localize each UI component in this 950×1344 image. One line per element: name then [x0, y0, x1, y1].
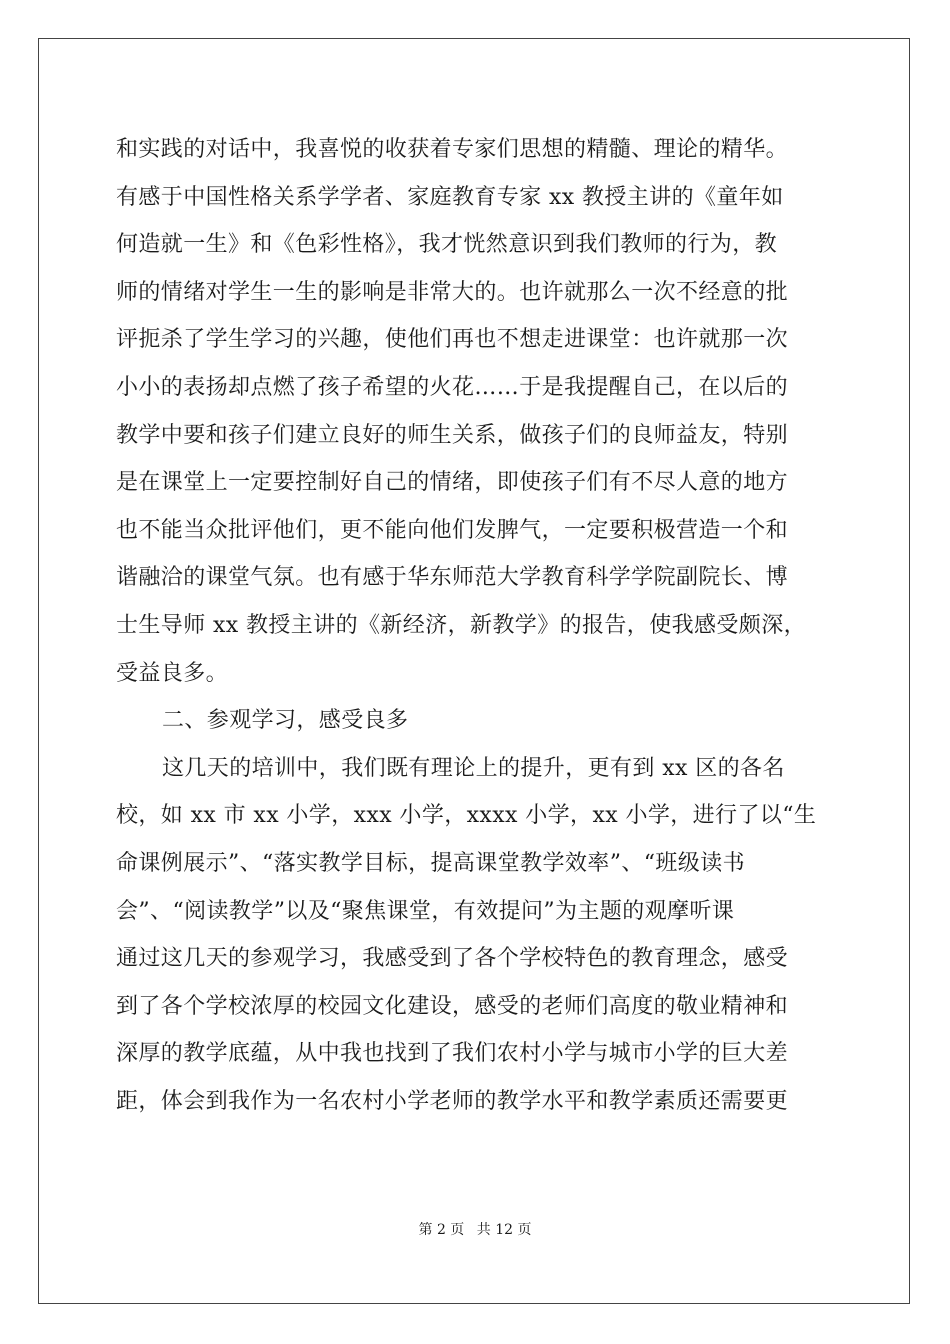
- text-line: 受益良多。: [116, 660, 229, 686]
- text-line: 通过这几天的参观学习，我感受到了各个学校特色的教育理念，感受: [116, 946, 789, 972]
- text-line: 也不能当众批评他们，更不能向他们发脾气，一定要积极营造一个和: [116, 517, 789, 543]
- text-line: 谐融洽的课堂气氛。也有感于华东师范大学教育科学学院副院长、博: [116, 565, 789, 591]
- text-line: 这几天的培训中，我们既有理论上的提升，更有到 xx 区的各名: [162, 755, 785, 781]
- text-line: 有感于中国性格关系学学者、家庭教育专家 xx 教授主讲的《童年如: [116, 184, 784, 210]
- text-line: 二、参观学习，感受良多: [162, 708, 409, 734]
- text-line: 校，如 xx 市 xx 小学，xxx 小学，xxxx 小学，xx 小学，进行了以“生: [116, 803, 817, 829]
- text-line: 是在课堂上一定要控制好自己的情绪，即使孩子们有不尽人意的地方: [116, 470, 789, 496]
- text-line: 师的情绪对学生一生的影响是非常大的。也许就那么一次不经意的批: [116, 279, 789, 305]
- text-line: 距，体会到我作为一名农村小学老师的教学水平和教学素质还需要更: [116, 1088, 789, 1114]
- text-line: 何造就一生》和《色彩性格》，我才恍然意识到我们教师的行为，教: [116, 232, 778, 258]
- text-line: 深厚的教学底蕴，从中我也找到了我们农村小学与城市小学的巨大差: [116, 1041, 789, 1067]
- text-line: 士生导师 xx 教授主讲的《新经济，新教学》的报告，使我感受颇深，: [116, 612, 807, 638]
- page-footer: [0, 1219, 950, 1239]
- text-line: 教学中要和孩子们建立良好的师生关系，做孩子们的良师益友，特别: [116, 422, 789, 448]
- page-total: 共 12 页: [476, 1222, 532, 1238]
- text-line: 到了各个学校浓厚的校园文化建设，感受的老师们高度的敬业精神和: [116, 993, 789, 1019]
- text-line: 命课例展示”、“落实教学目标，提高课堂教学效率”、“班级读书: [116, 850, 745, 876]
- page-number: 第 2 页: [418, 1222, 465, 1238]
- text-line: 小小的表扬却点燃了孩子希望的火花……于是我提醒自己，在以后的: [116, 374, 789, 400]
- text-line: 评扼杀了学生学习的兴趣，使他们再也不想走进课堂：也许就那一次: [116, 327, 789, 353]
- document-body: [116, 126, 846, 1125]
- text-line: 会”、“阅读教学”以及“聚焦课堂，有效提问”为主题的观摩听课: [116, 898, 735, 924]
- text-line: 和实践的对话中，我喜悦的收获着专家们思想的精髓、理论的精华。: [116, 137, 789, 162]
